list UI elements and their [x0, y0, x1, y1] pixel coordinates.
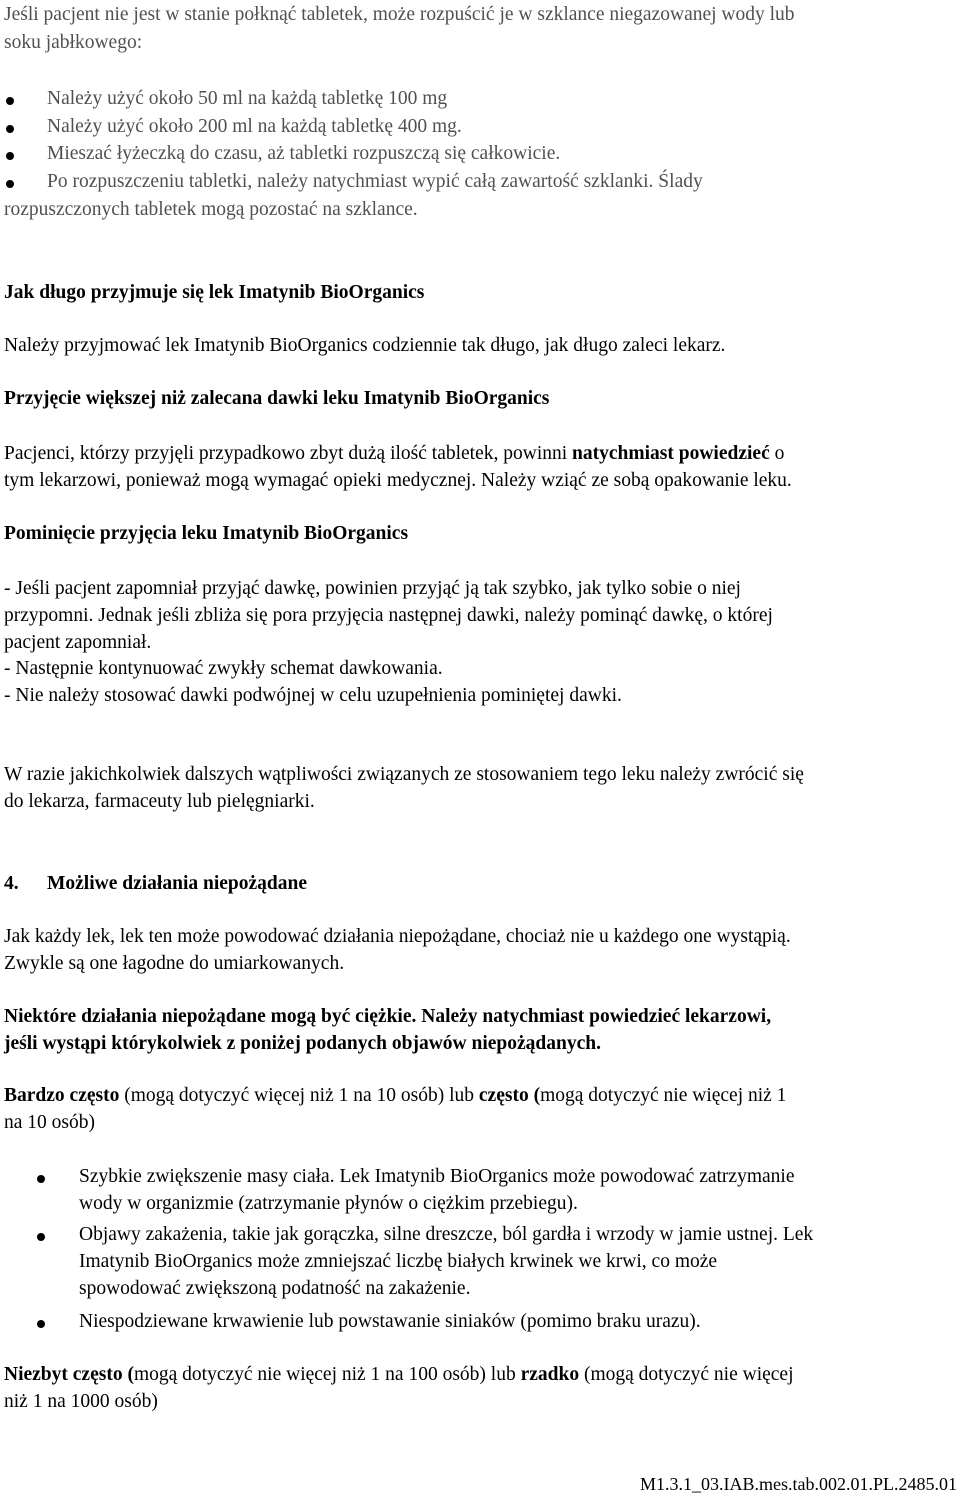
overdose-line-1: Pacjenci, którzy przyjęli przypadkowo zbyt dużą ilość tabletek, powinni natychmiast powiedzieć o — [4, 443, 785, 464]
section-title: Możliwe działania niepożądane — [47, 873, 307, 894]
prep-bullet-1: Należy użyć około 50 ml na każdą tabletkę 100 mg — [47, 88, 448, 109]
duration-text: Należy przyjmować lek Imatynib BioOrganics codziennie tak długo, jak długo zaleci lekarz. — [4, 335, 726, 356]
section-intro-1: Jak każdy lek, lek ten może powodować działania niepożądane, chociaż nie u każdego one wystąpią. — [4, 926, 791, 947]
effect-2-line-3: spowodować zwiększoną podatność na zakażenie. — [79, 1278, 471, 1299]
section-number: 4. — [4, 873, 19, 894]
effect-1-line-1: Szybkie zwiększenie masy ciała. Lek Imatynib BioOrganics może powodować zatrzymanie — [79, 1166, 795, 1187]
effect-2-line-1: Objawy zakażenia, takie jak gorączka, silne dreszcze, ból gardła i wrzody w jamie ustnej. Lek — [79, 1224, 814, 1245]
missed-line-4: - Następnie kontynuować zwykły schemat dawkowania. — [4, 658, 443, 679]
bullet-icon — [37, 1233, 45, 1241]
bullet-icon — [37, 1175, 45, 1183]
bullet-icon — [37, 1320, 45, 1328]
section-intro-2: Zwykle są one łagodne do umiarkowanych. — [4, 953, 345, 974]
duration-heading: Jak długo przyjmuje się lek Imatynib BioOrganics — [4, 282, 425, 303]
overdose-line-2: tym lekarzowi, ponieważ mogą wymagać opieki medycznej. Należy wziąć ze sobą opakowanie leku. — [4, 470, 792, 491]
prep-bullet-2: Należy użyć około 200 ml na każdą tabletkę 400 mg. — [47, 116, 462, 137]
questions-line-2: do lekarza, farmaceuty lub pielęgniarki. — [4, 791, 315, 812]
document-code: M1.3.1_03.IAB.mes.tab.002.01.PL.2485.01 — [640, 1474, 957, 1494]
missed-line-2: przypomni. Jednak jeśli zbliża się pora przyjęcia następnej dawki, należy pominąć dawkę, o której — [4, 605, 773, 626]
frequency-very-common-cont: na 10 osób) — [4, 1112, 95, 1133]
prep-bullet-4: Po rozpuszczeniu tabletki, należy natychmiast wypić całą zawartość szklanki. Ślady — [47, 171, 703, 192]
intro-line-1: Jeśli pacjent nie jest w stanie połknąć tabletek, może rozpuścić je w szklance niegazowanej wody lub — [4, 4, 795, 25]
intro-line-2: soku jabłkowego: — [4, 32, 143, 53]
overdose-heading: Przyjęcie większej niż zalecana dawki leku Imatynib BioOrganics — [4, 388, 550, 409]
prep-bullet-4-cont: rozpuszczonych tabletek mogą pozostać na szklance. — [4, 199, 418, 220]
bullet-icon — [6, 152, 14, 160]
missed-line-3: pacjent zapomniał. — [4, 632, 152, 653]
effect-3-line-1: Niespodziewane krwawienie lub powstawanie siniaków (pomimo braku urazu). — [79, 1311, 701, 1332]
bullet-icon — [6, 97, 14, 105]
frequency-very-common: Bardzo często (mogą dotyczyć więcej niż 1 na 10 osób) lub często (mogą dotyczyć nie więcej niż 1 — [4, 1085, 787, 1106]
frequency-uncommon-cont: niż 1 na 1000 osób) — [4, 1391, 158, 1412]
prep-bullet-3: Mieszać łyżeczką do czasu, aż tabletki rozpuszczą się całkowicie. — [47, 143, 561, 164]
effect-2-line-2: Imatynib BioOrganics może zmniejszać liczbę białych krwinek we krwi, co może — [79, 1251, 718, 1272]
bullet-icon — [6, 125, 14, 133]
warning-line-2: jeśli wystąpi którykolwiek z poniżej podanych objawów niepożądanych. — [4, 1033, 601, 1054]
missed-line-1: - Jeśli pacjent zapomniał przyjąć dawkę, powinien przyjąć ją tak szybko, jak tylko sobie o niej — [4, 578, 741, 599]
warning-line-1: Niektóre działania niepożądane mogą być ciężkie. Należy natychmiast powiedzieć lekarzowi, — [4, 1006, 772, 1027]
missed-line-5: - Nie należy stosować dawki podwójnej w celu uzupełnienia pominiętej dawki. — [4, 685, 622, 706]
frequency-uncommon: Niezbyt często (mogą dotyczyć nie więcej niż 1 na 100 osób) lub rzadko (mogą dotyczyć nie więcej — [4, 1364, 794, 1385]
effect-1-line-2: wody w organizmie (zatrzymanie płynów o ciężkim przebiegu). — [79, 1193, 578, 1214]
bullet-icon — [6, 180, 14, 188]
questions-line-1: W razie jakichkolwiek dalszych wątpliwości związanych ze stosowaniem tego leku należy zwrócić się — [4, 764, 804, 785]
missed-heading: Pominięcie przyjęcia leku Imatynib BioOrganics — [4, 523, 409, 544]
